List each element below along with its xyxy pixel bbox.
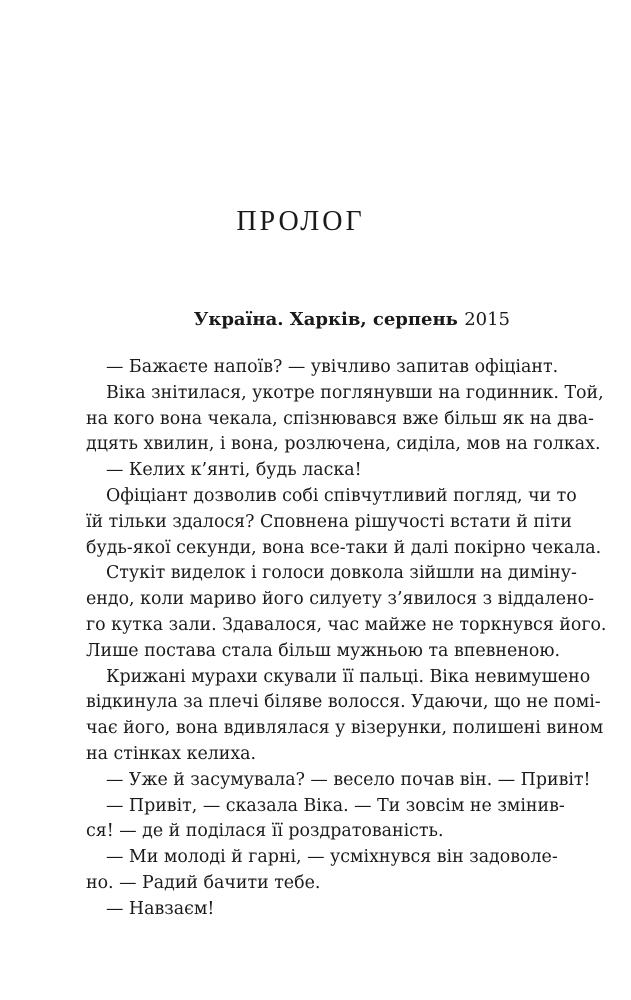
text-line: ендо, коли мариво його силуету з’явилося з віддалено- xyxy=(86,589,595,610)
text-line: будь-якої секунди, вона все-таки й далі покірно чекала. xyxy=(86,537,602,558)
text-line: чає його, вона вдивлялася у візерунки, полишені вином xyxy=(86,718,604,739)
year-text: 2015 xyxy=(464,309,510,330)
text-line: — Келих к’янті, будь ласка! xyxy=(106,460,362,481)
text-line: — Уже й засумувала? — весело почав він. — Привіт! xyxy=(106,769,591,790)
text-line: — Привіт, — сказала Віка. — Ти зовсім не змінив- xyxy=(106,795,565,816)
text-line: ся! — де й поділася її роздратованість. xyxy=(86,821,444,842)
body-text xyxy=(86,355,607,923)
text-line: на стінках келиха. xyxy=(86,743,257,764)
text-line: — Ми молоді й гарні, — усміхнувся він задоволе- xyxy=(106,847,558,868)
text-line: дцять хвилин, і вона, розлючена, сиділа, мов на голках. xyxy=(86,434,601,455)
text-line: відкинула за плечі біляве волосся. Удаючи, що не помі- xyxy=(86,692,601,713)
text-line: Офіціант дозволив собі співчутливий погляд, чи то xyxy=(106,485,577,506)
text-line: Стукіт виделок і голоси довкола зійшли на диміну- xyxy=(106,563,577,584)
text-line: но. — Радий бачити тебе. xyxy=(86,872,321,893)
place-text: Україна. Харків, серпень xyxy=(193,309,458,330)
chapter-title: ПРОЛОГ xyxy=(236,206,365,237)
text-line: Віка знітилася, укотре поглянувши на годинник. Той, xyxy=(106,382,604,403)
text-line: на кого вона чекала, спізнювався вже більш як на два- xyxy=(86,408,594,429)
text-line: — Навзаєм! xyxy=(106,898,215,919)
text-line: го кутка зали. Здавалося, час майже не торкнувся його. xyxy=(86,614,607,635)
text-line: їй тільки здалося? Сповнена рішучості встати й піти xyxy=(86,511,572,532)
text-line: — Бажаєте напоїв? — увічливо запитав офіціант. xyxy=(106,357,559,377)
text-line: Лише постава стала більш мужньою та впевненою. xyxy=(86,640,561,661)
text-line: Крижані мурахи скували її пальці. Віка невимушено xyxy=(106,666,591,687)
place-date-heading xyxy=(60,309,510,330)
